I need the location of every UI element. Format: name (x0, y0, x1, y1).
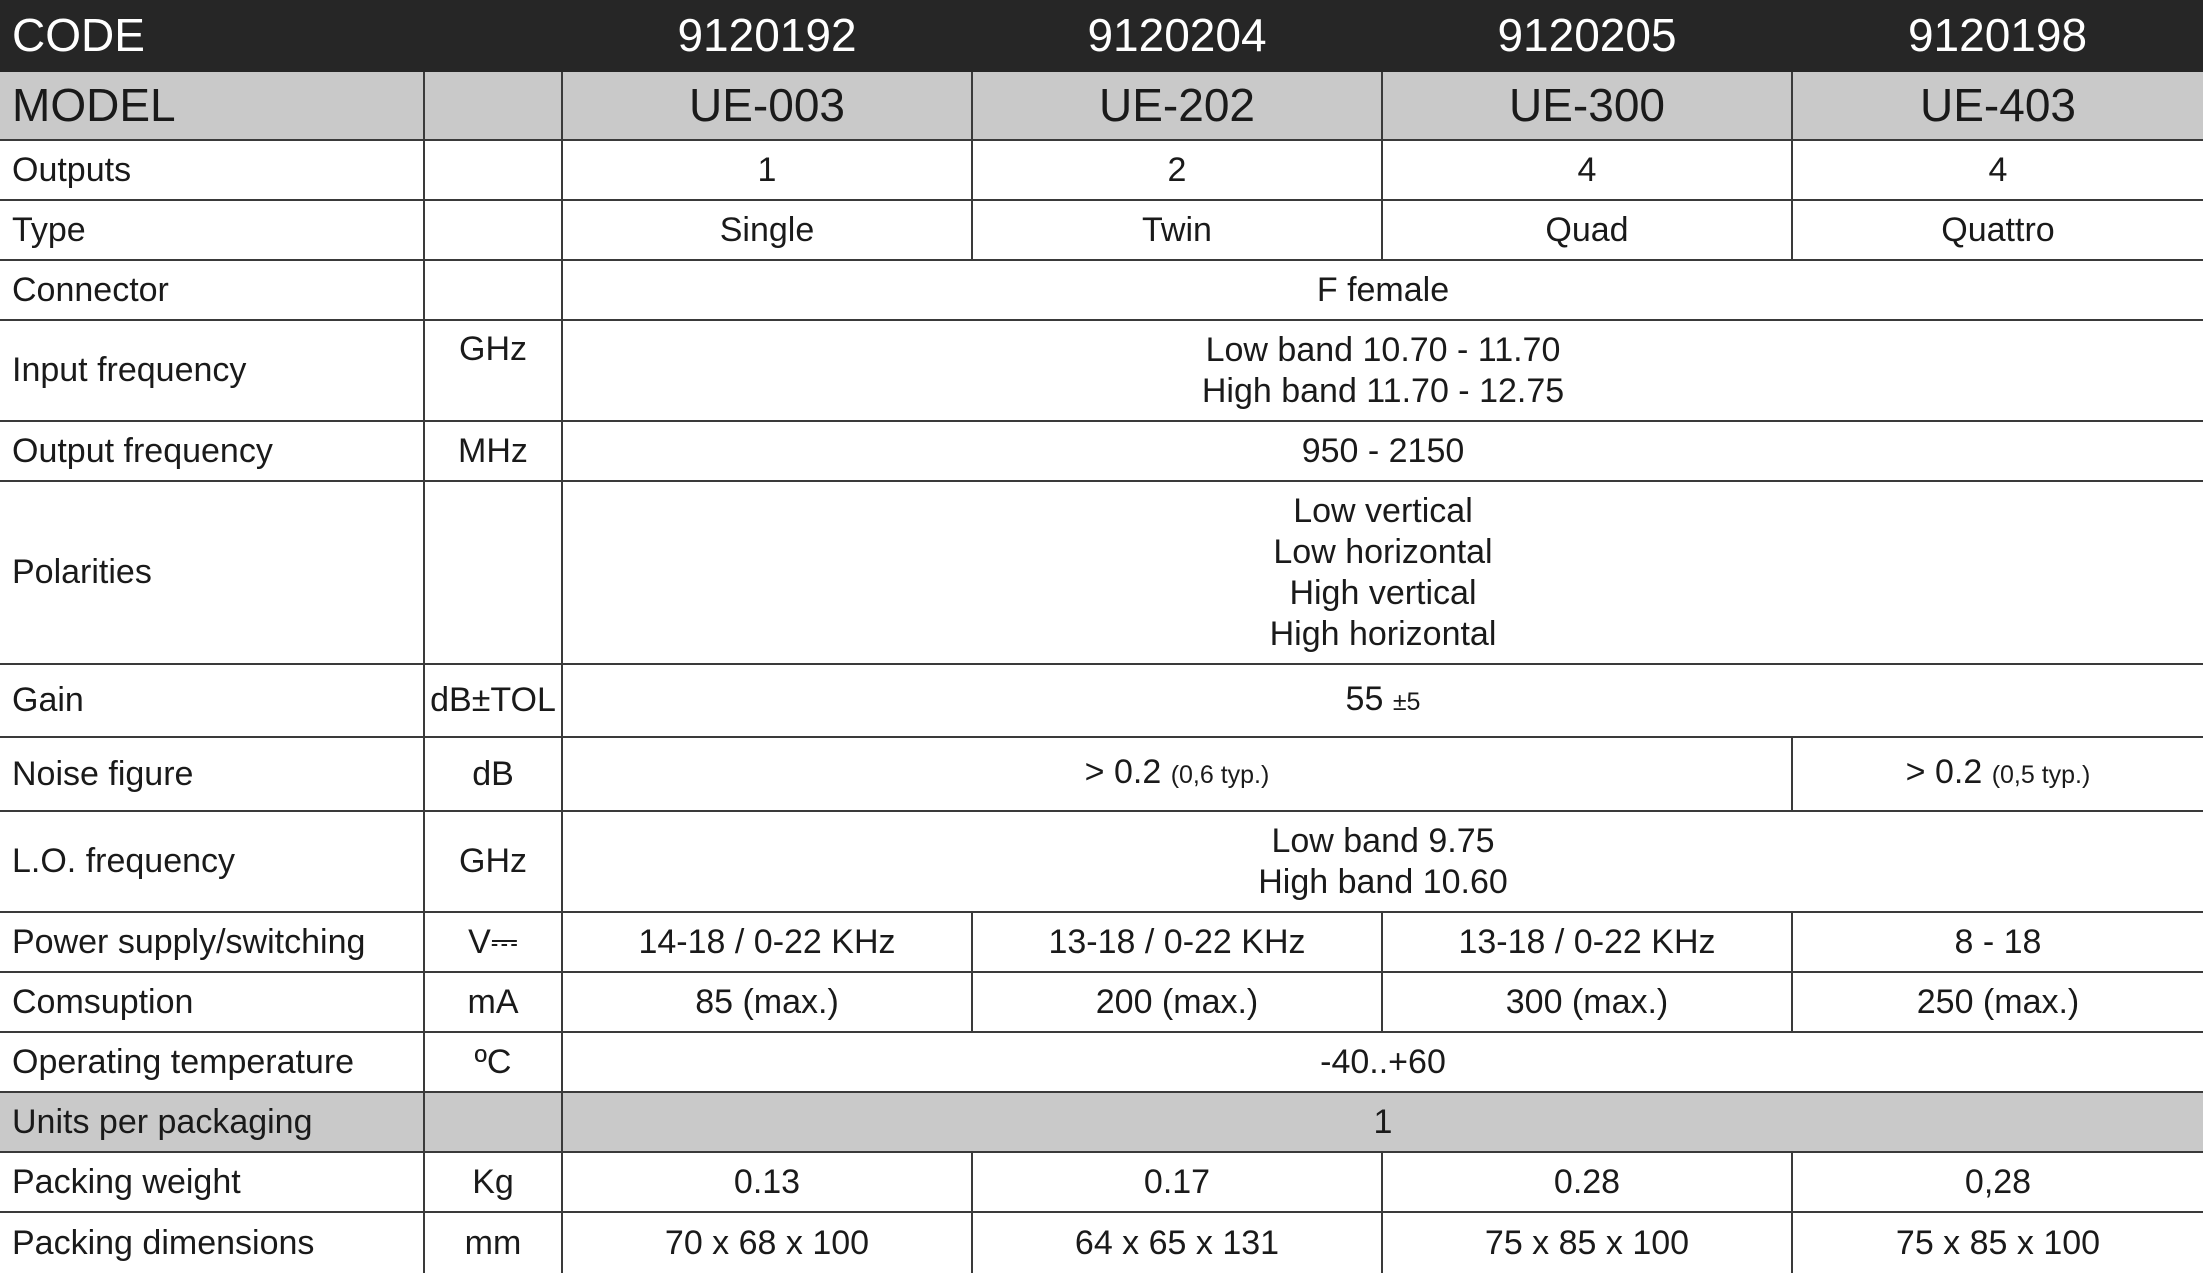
value-cell: 8 - 18 (1792, 912, 2203, 972)
value-cell: 2 (972, 140, 1382, 200)
polarities-row (0, 481, 2203, 664)
model-label: MODEL (0, 71, 424, 140)
code-unit-cell (424, 0, 562, 71)
value-line: High band 10.60 (1258, 862, 1508, 901)
code-cell: 9120198 (1792, 0, 2203, 71)
packing-weight-row (0, 1152, 2203, 1212)
value-cell: 300 (max.) (1382, 972, 1792, 1032)
value-cell (562, 664, 2203, 737)
value-cell: 1 (562, 1092, 2203, 1152)
row-label: Output frequency (0, 421, 424, 481)
code-cell: 9120205 (1382, 0, 1792, 71)
value-cell: 13-18 / 0-22 KHz (972, 912, 1382, 972)
value-cell (1792, 737, 2203, 811)
output-frequency-row (0, 421, 2203, 481)
value-cell: 0,28 (1792, 1152, 2203, 1212)
model-cell: UE-003 (562, 71, 972, 140)
value-cell: 85 (max.) (562, 972, 972, 1032)
value-cell: 70 x 68 x 100 (562, 1212, 972, 1273)
value-cell: Single (562, 200, 972, 260)
code-row (0, 0, 2203, 71)
row-label: Comsuption (0, 972, 424, 1032)
unit-cell: GHz (424, 320, 562, 421)
outputs-row (0, 140, 2203, 200)
value-cell: 200 (max.) (972, 972, 1382, 1032)
noise-note: (0,6 typ.) (1170, 761, 1270, 789)
value-cell (562, 320, 2203, 421)
model-cell: UE-202 (972, 71, 1382, 140)
lo-frequency-row (0, 811, 2203, 912)
unit-cell: mA (424, 972, 562, 1032)
row-label: Power supply/switching (0, 912, 424, 972)
unit-cell: mm (424, 1212, 562, 1273)
gain-value: 55 (1345, 679, 1384, 718)
unit-cell (424, 1092, 562, 1152)
value-cell: 14-18 / 0-22 KHz (562, 912, 972, 972)
value-line: Low band 10.70 - 11.70 (1205, 330, 1561, 369)
row-label: Operating temperature (0, 1032, 424, 1092)
value-line: High horizontal (1269, 614, 1497, 653)
value-cell (562, 737, 1792, 811)
value-line: Low horizontal (1273, 532, 1493, 571)
consumption-row (0, 972, 2203, 1032)
value-line: High vertical (1289, 573, 1477, 612)
row-label: Polarities (0, 481, 424, 664)
value-cell: Twin (972, 200, 1382, 260)
unit-cell (424, 200, 562, 260)
value-cell: 13-18 / 0-22 KHz (1382, 912, 1792, 972)
row-label: Noise figure (0, 737, 424, 811)
unit-cell: Kg (424, 1152, 562, 1212)
unit-cell: V⎓ (424, 912, 562, 972)
value-cell: 0.28 (1382, 1152, 1792, 1212)
row-label: Units per packaging (0, 1092, 424, 1152)
row-label: Packing dimensions (0, 1212, 424, 1273)
value-cell: 64 x 65 x 131 (972, 1212, 1382, 1273)
unit-cell: dB (424, 737, 562, 811)
value-cell: F female (562, 260, 2203, 320)
unit-cell: ºC (424, 1032, 562, 1092)
unit-cell (424, 140, 562, 200)
noise-figure-row (0, 737, 2203, 811)
row-label: Connector (0, 260, 424, 320)
unit-cell (424, 481, 562, 664)
value-cell: -40..+60 (562, 1032, 2203, 1092)
value-line: Low vertical (1293, 491, 1473, 530)
row-label: Outputs (0, 140, 424, 200)
row-label: L.O. frequency (0, 811, 424, 912)
value-cell: 250 (max.) (1792, 972, 2203, 1032)
unit-cell: dB±TOL (424, 664, 562, 737)
value-cell (562, 811, 2203, 912)
model-cell: UE-300 (1382, 71, 1792, 140)
code-cell: 9120192 (562, 0, 972, 71)
value-cell: 1 (562, 140, 972, 200)
value-cell: 4 (1792, 140, 2203, 200)
row-label: Type (0, 200, 424, 260)
model-unit-cell (424, 71, 562, 140)
type-row (0, 200, 2203, 260)
row-label: Gain (0, 664, 424, 737)
noise-value: > 0.2 (1905, 753, 1983, 791)
value-line: High band 11.70 - 12.75 (1201, 371, 1565, 410)
value-line: Low band 9.75 (1271, 821, 1495, 860)
value-cell: 75 x 85 x 100 (1792, 1212, 2203, 1273)
row-label: Packing weight (0, 1152, 424, 1212)
value-cell (562, 481, 2203, 664)
gain-tolerance: ±5 (1392, 687, 1421, 716)
power-supply-row (0, 912, 2203, 972)
value-cell: Quad (1382, 200, 1792, 260)
code-cell: 9120204 (972, 0, 1382, 71)
model-cell: UE-403 (1792, 71, 2203, 140)
value-cell: 75 x 85 x 100 (1382, 1212, 1792, 1273)
value-cell: 0.17 (972, 1152, 1382, 1212)
unit-cell (424, 260, 562, 320)
row-label: Input frequency (0, 320, 424, 421)
code-label: CODE (0, 0, 424, 71)
value-cell: 4 (1382, 140, 1792, 200)
noise-value: > 0.2 (1084, 753, 1162, 791)
gain-row (0, 664, 2203, 737)
model-row (0, 71, 2203, 140)
packing-dimensions-row (0, 1212, 2203, 1273)
units-per-packaging-row (0, 1092, 2203, 1152)
value-cell: 950 - 2150 (562, 421, 2203, 481)
unit-cell: GHz (424, 811, 562, 912)
value-cell: Quattro (1792, 200, 2203, 260)
operating-temperature-row (0, 1032, 2203, 1092)
noise-note: (0,5 typ.) (1991, 761, 2091, 789)
value-cell: 0.13 (562, 1152, 972, 1212)
connector-row (0, 260, 2203, 320)
unit-cell: MHz (424, 421, 562, 481)
input-frequency-row (0, 320, 2203, 421)
